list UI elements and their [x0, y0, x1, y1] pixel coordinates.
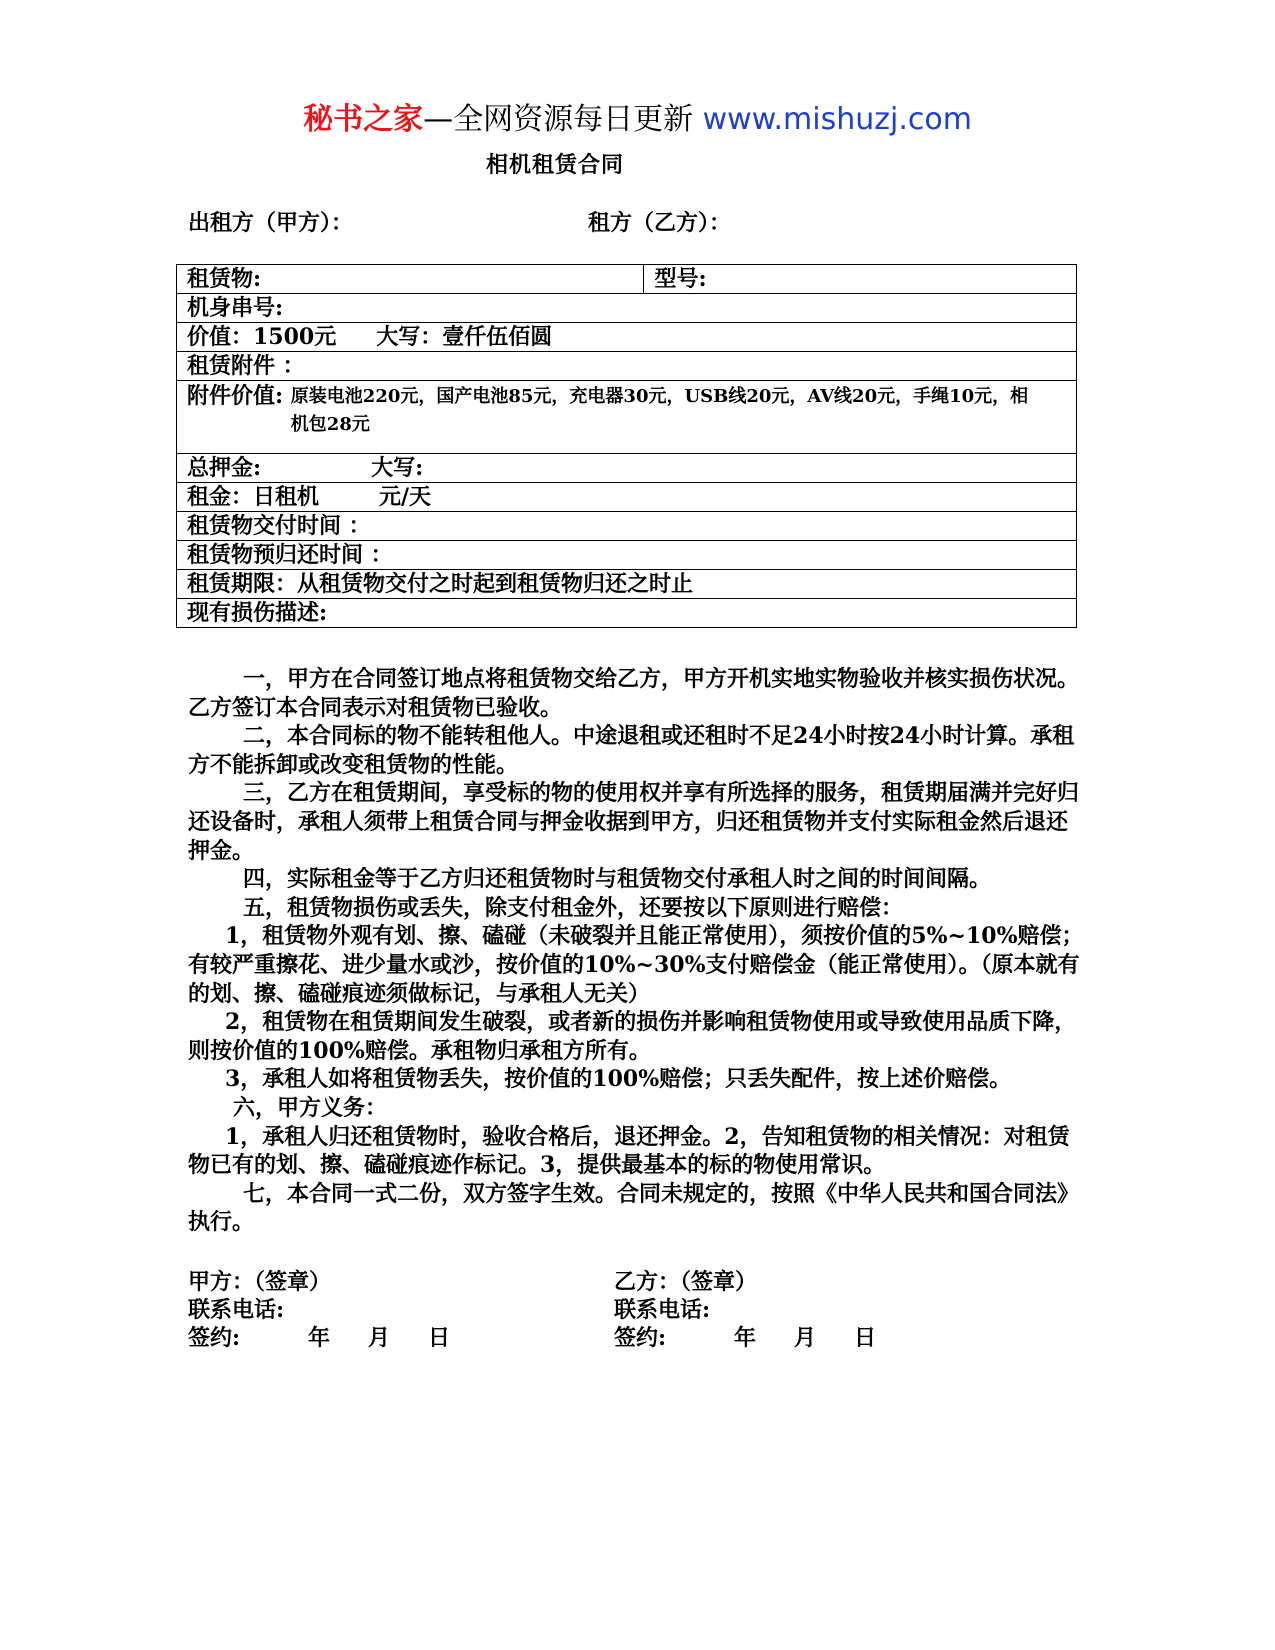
rental-info-table	[176, 264, 1077, 628]
clause-5-item-1: 1，租赁物外观有划、擦、磕碰（未破裂并且能正常使用），须按价值的5%~10%赔偿；有较严重擦花、进少量水或沙，按价值的10%~30%支付赔偿金（能正常使用）。（原本就有的划、擦、磕碰痕迹须做标记，与承租人无关）	[188, 923, 1084, 1007]
year-label: 年	[734, 1325, 757, 1351]
table-row	[177, 483, 1077, 512]
table-row	[177, 381, 1077, 454]
term-cell: 租赁期限：从租赁物交付之时起到租赁物归还之时止	[177, 570, 1077, 599]
header-url[interactable]: www.mishuzj.com	[702, 102, 972, 137]
site-header	[0, 100, 1275, 140]
table-row	[177, 352, 1077, 381]
header-slogan: —全网资源每日更新	[423, 102, 703, 137]
model-cell: 型号:	[644, 265, 1077, 294]
accessory-value-cell	[177, 381, 1077, 454]
value-caps: 大写：壹仟伍佰圆	[376, 324, 553, 350]
table-row	[177, 323, 1077, 352]
party-b-seal: 乙方：（签章）	[614, 1269, 758, 1295]
accessories-cell: 租赁附件 ：	[177, 352, 1077, 381]
clause-6-items: 1，承租人归还租赁物时，验收合格后，退还押金。2，告知租赁物的相关情况：对租赁物已有的划、擦、磕碰痕迹作标记。3，提供最基本的标的物使用常识。	[188, 1123, 1070, 1179]
day-label: 日	[428, 1325, 451, 1351]
table-row	[177, 294, 1077, 323]
rent-cell	[177, 483, 1077, 512]
table-row	[177, 454, 1077, 483]
day-label: 日	[854, 1325, 877, 1351]
clause-6: 六，甲方义务：	[233, 1094, 388, 1121]
party-b-date	[614, 1324, 876, 1352]
brand-name: 秘书之家	[303, 102, 424, 137]
table-row	[177, 570, 1077, 599]
deposit-label: 总押金:	[187, 455, 262, 481]
accessory-value-label: 附件价值:	[187, 383, 284, 409]
lessee-label: 租方（乙方）：	[588, 210, 732, 236]
signed-label: 签约:	[614, 1325, 667, 1351]
clause-3: 三，乙方在租赁期间，享受标的物的使用权并享有所选择的服务，租赁期届满并完好归还设备时，承租人须带上租赁合同与押金收据到甲方，归还租赁物并支付实际租金然后退还押金。	[188, 780, 1080, 864]
clause-5-item-3: 3，承租人如将租赁物丢失，按价值的100%赔偿；只丢失配件，按上述价赔偿。	[225, 1066, 1012, 1093]
signature-block-a	[188, 1268, 450, 1352]
month-label: 月	[368, 1325, 391, 1351]
deposit-cell	[177, 454, 1077, 483]
table-row	[177, 599, 1077, 628]
clause-4: 四，实际租金等于乙方归还租赁物时与租赁物交付承租人时之间的时间间隔。	[243, 866, 992, 893]
clause-5: 五，租赁物损伤或丢失，除支付租金外，还要按以下原则进行赔偿：	[243, 894, 904, 921]
accessory-value-list: 原装电池220元，国产电池85元，充电器30元，USB线20元，AV线20元，手绳10元，相机包28元	[290, 386, 1029, 435]
party-a-phone: 联系电话:	[188, 1297, 285, 1323]
damage-cell: 现有损伤描述:	[177, 599, 1077, 628]
contract-clauses	[188, 665, 1088, 1237]
table-row	[177, 512, 1077, 541]
signed-label: 签约:	[188, 1325, 241, 1351]
document-title: 相机租赁合同	[486, 152, 625, 178]
rent-label: 租金：日租机	[187, 484, 320, 510]
party-a-seal: 甲方：（签章）	[188, 1269, 332, 1295]
month-label: 月	[794, 1325, 817, 1351]
signature-block-b	[614, 1268, 876, 1352]
clause-1: 一，甲方在合同签订地点将租赁物交给乙方，甲方开机实地实物验收并核实损伤状况。乙方签订本合同表示对租赁物已验收。	[188, 666, 1080, 721]
item-cell: 租赁物:	[177, 265, 644, 294]
clause-5-item-2: 2，租赁物在租赁期间发生破裂，或者新的损伤并影响租赁物使用或导致使用品质下降，则按价值的100%赔偿。承租物归承租方所有。	[188, 1009, 1077, 1064]
party-b-phone: 联系电话:	[614, 1297, 711, 1323]
clause-7: 七，本合同一式二份，双方签字生效。合同未规定的，按照《中华人民共和国合同法》执行。	[188, 1180, 1080, 1236]
delivery-time-cell: 租赁物交付时间 ：	[177, 512, 1077, 541]
serial-cell: 机身串号:	[177, 294, 1077, 323]
return-time-cell: 租赁物预归还时间 ：	[177, 541, 1077, 570]
value-cell	[177, 323, 1077, 352]
deposit-caps: 大写:	[371, 455, 424, 481]
rent-unit: 元/天	[379, 484, 432, 510]
table-row	[177, 541, 1077, 570]
lessor-label: 出租方（甲方）：	[188, 210, 354, 236]
party-a-date	[188, 1324, 450, 1352]
clause-2: 二，本合同标的物不能转租他人。中途退租或还租时不足24小时按24小时计算。承租方不能拆卸或改变租赁物的性能。	[188, 723, 1075, 778]
value-label: 价值：1500元	[187, 324, 337, 350]
table-row	[177, 265, 1077, 294]
year-label: 年	[308, 1325, 331, 1351]
